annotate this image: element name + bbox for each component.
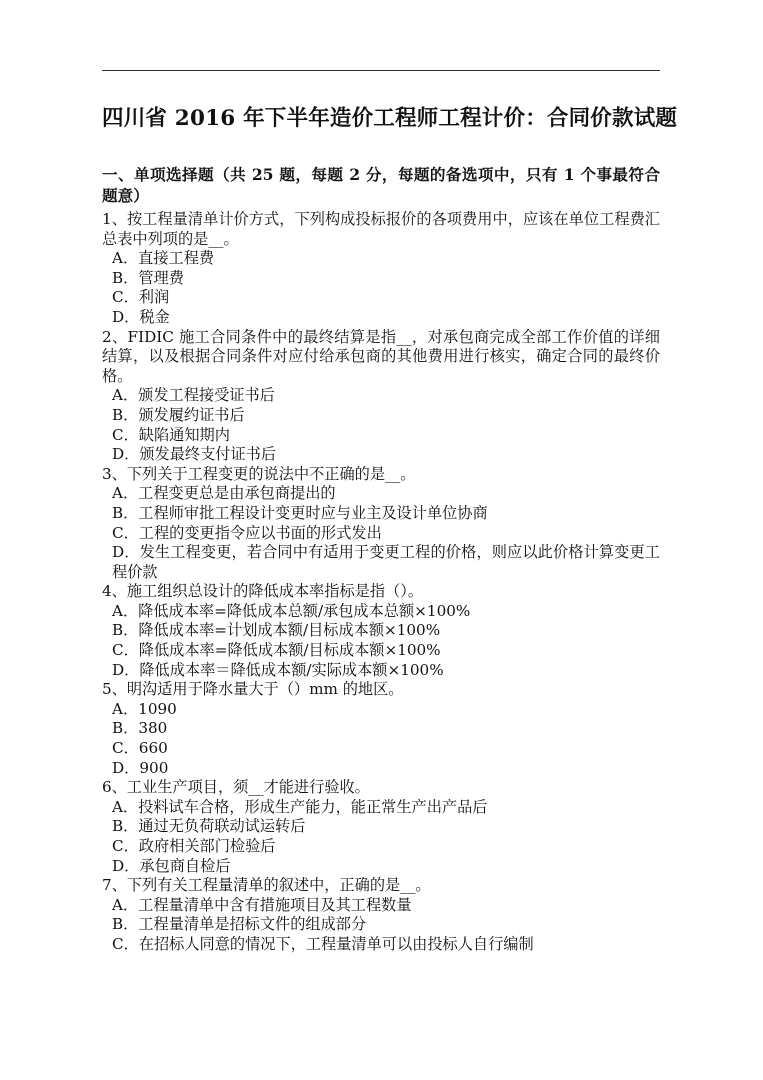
question-option: B．通过无负荷联动试运转后 [112, 817, 306, 836]
question-option: D．降低成本率＝降低成本额/实际成本额×100% [112, 660, 444, 679]
question-block [102, 680, 660, 778]
question-option: A．工程量清单中含有措施项目及其工程数量 [112, 895, 412, 914]
question-option: D．900 [112, 758, 169, 777]
question-option: C．政府相关部门检验后 [112, 837, 276, 855]
question-option: C．在招标人同意的情况下，工程量清单可以由投标人自行编制 [112, 934, 534, 953]
question-option: C．利润 [112, 288, 170, 307]
question-stem: 6、工业生产项目，须__才能进行验收。 [102, 778, 370, 797]
question-block [102, 778, 660, 876]
question-stem: 5、明沟适用于降水量大于（）mm 的地区。 [102, 680, 404, 699]
question-block [102, 876, 660, 954]
question-option: D．颁发最终支付证书后 [112, 445, 277, 464]
document-body [102, 104, 678, 955]
question-option: D．税金 [112, 307, 170, 326]
question-option: D．承包商自检后 [112, 856, 231, 875]
question-option: C．缺陷通知期内 [112, 425, 230, 444]
question-option: C．降低成本率=降低成本额/目标成本额×100% [112, 641, 441, 660]
question-block [102, 210, 660, 328]
question-option: A．直接工程费 [112, 249, 215, 268]
question-block [102, 465, 660, 583]
question-block [102, 328, 660, 465]
question-stem: 3、下列关于工程变更的说法中不正确的是__。 [102, 464, 416, 483]
question-stem: 1、按工程量清单计价方式，下列构成投标报价的各项费用中，应该在单位工程费汇总表中列项的是__。 [102, 210, 660, 248]
page-title: 四川省 2016 年下半年造价工程师工程计价：合同价款试题 [102, 106, 678, 131]
question-stem: 4、施工组织总设计的降低成本率指标是指（）。 [102, 582, 424, 601]
question-option: B．380 [112, 719, 168, 738]
question-option: B．管理费 [112, 268, 184, 287]
question-option: A．颁发工程接受证书后 [112, 386, 275, 405]
question-option: A．工程变更总是由承包商提出的 [112, 484, 336, 503]
question-option: B．颁发履约证书后 [112, 405, 245, 424]
question-option: A．投料试车合格，形成生产能力，能正常生产出产品后 [112, 797, 488, 816]
question-stem: 2、FIDIC 施工合同条件中的最终结算是指__，对承包商完成全部工作价值的详细结算，以及根据合同条件对应付给承包商的其他费用进行核实，确定合同的最终价格。 [102, 327, 660, 385]
question-option: D．发生工程变更，若合同中有适用于变更工程的价格，则应以此价格计算变更工程价款 [112, 543, 660, 581]
question-list [102, 210, 660, 955]
header-divider [102, 70, 660, 71]
question-stem: 7、下列有关工程量清单的叙述中，正确的是__。 [102, 876, 431, 895]
question-option: A．1090 [112, 699, 177, 718]
question-option: C．工程的变更指令应以书面的形式发出 [112, 523, 382, 542]
question-option: C．660 [112, 739, 168, 758]
question-option: B．降低成本率=计划成本额/目标成本额×100% [112, 621, 441, 640]
section-heading: 一、单项选择题（共 25 题，每题 2 分，每题的备选项中，只有 1 个事最符合题意） [102, 165, 660, 205]
question-block [102, 582, 660, 680]
question-option: B．工程师审批工程设计变更时应与业主及设计单位协商 [112, 503, 488, 522]
question-option: B．工程量清单是招标文件的组成部分 [112, 915, 367, 934]
question-option: A．降低成本率=降低成本总额/承包成本总额×100% [112, 601, 471, 620]
